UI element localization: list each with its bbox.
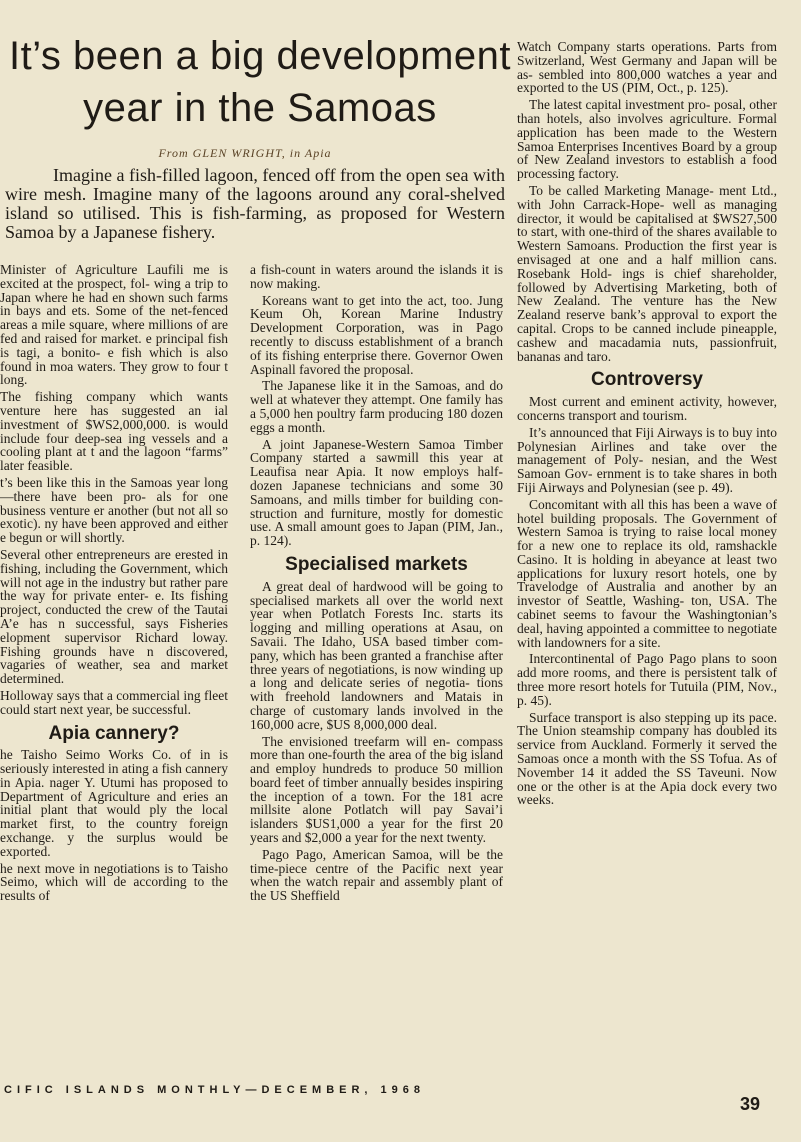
title-line-2: year in the Samoas [83,86,437,130]
page-number: 39 [740,1094,761,1114]
paragraph: he Taisho Seimo Works Co. of in is seriously interested in ating a fish cannery in Apia. nager Y. Utumi has proposed to Department of Agriculture and eries an initial plant that would ply the local market first, to the country foreign exchange. y the surplus would be exported. [0,747,228,859]
section-heading: Specialised markets [285,553,468,575]
intro-paragraph: Imagine a fish-filled lagoon, fenced off from the open sea with wire mesh. Imagine many of the lagoons around any coral-shelved island so utilised. This is fish-farming, as proposed for Western Samoa by a Japanese fishery. [5,165,506,242]
column-2 [250,263,503,906]
paragraph: a fish-count in waters around the islands it is now making. [250,262,503,291]
paragraph: Minister of Agriculture Laufili me is excited at the prospect, fol- wing a trip to Japan where he had en shown such farms in bays and ets. Some of the net-fenced areas a mile square, where millions of are fed and raised for market. e principal fish is tagi, a bonito- e fish which is also found in moa waters. They grow to four t long. [0,262,228,388]
column-3 [517,40,777,810]
paragraph: A great deal of hardwood will be going to specialised markets all over the world next year when Potlatch Forests Inc. starts its logging and milling operations at Asau, on Savaii. The Idaho, USA based timber com- pany, which has been granted a franchise after three years of negotiations, is now winding up a long and delicate series of negotia- tions with freehold landowners and Matais in charge of customary lands involved in the 160,000 acre, $US 8,000,000 deal. [250,578,503,732]
paragraph: Concomitant with all this has been a wave of hotel building proposals. The Government of Western Samoa is trying to raise local money for a new one to replace its old, ramshackle Casino. It is holding in abeyance at least two applications for luxury resort hotels, one by Travelodge of Australia and another by an investor of Seattle, Washing- ton, USA. The cabinet seems to favour the Washingtonian’s deal, having appointed a committee to negotiate with landowners for a site. [517,496,777,650]
paragraph: he next move in negotiations is to Taisho Seimo, which will de according to the results of [0,860,228,904]
paragraph: The Japanese like it in the Samoas, and do well at whatever they attempt. One family has a 5,000 hen poultry farm producing 180 dozen eggs a month. [250,378,503,435]
paragraph: Most current and eminent activity, however, concerns transport and tourism. [517,394,777,423]
paragraph: Intercontinental of Pago Pago plans to soon add more rooms, and there is persistent talk of three more resort hotels for Tutuila (PIM, Nov., p. 45). [517,651,777,708]
paragraph: The latest capital investment pro- posal, other than hotels, also involves agriculture. Formal application has been made to the Western Samoa Enterprises Incentives Board by a group of New Zealand investors to establish a food processing factory. [517,97,777,182]
paragraph: To be called Marketing Manage- ment Ltd., with John Carrack-Hope- well as managing director, it would be capitalised at $WS27,500 to start, with one-third of the shares available to Western Samoans. Production the first year is envisaged at one and a half million cans. Rosebank Hold- ings is chief shareholder, followed by Advertising Marketing, both of New Zealand. The venture has the New Zealand reserve bank’s approval to export the capital. Crops to be canned include pineapple, cashew and macadamia nuts, passionfruit, bananas and taro. [517,182,777,364]
paragraph: Surface transport is also stepping up its pace. The Union steamship company has doubled its service from Auckland. Formerly it served the Samoas once a month with the SS Tofua. As of November 14 it added the SS Taveuni. Now one or the other is at the Apia dock every two weeks. [517,709,777,808]
paragraph: Holloway says that a commercial ing fleet could start next year, be successful. [0,687,228,717]
intro [5,166,505,242]
paragraph: The fishing company which wants venture here has suggested an ial investment of $WS2,000,000. is would include four deep-sea ing vessels and a cooling plant at t and the lagoon “farms” later feasible. [0,389,228,474]
paragraph: t’s been like this in the Samoas year long—there have been pro- als for one business venture er another (but not all so exotic). ny have been approved and either e begun or will shortly. [0,474,228,546]
paragraph: It’s announced that Fiji Airways is to buy into Polynesian Airlines and take over the management of Poly- nesian, and the West Samoan Gov- ernment is to take shares in both Fiji Airways and Polynesian (see p. 49). [517,424,777,495]
section-heading: Apia cannery? [48,722,180,744]
running-footer: CIFIC ISLANDS MONTHLY—DECEMBER, 1968 [4,1084,426,1096]
paragraph: Watch Company starts operations. Parts from Switzerland, West Germany and Japan will be as- sembled into 800,000 watches a year and exported to the US (PIM, Oct., p. 125). [517,39,777,96]
title-line-1: It’s been a big development [9,34,511,78]
paragraph: A joint Japanese-Western Samoa Timber Company started a sawmill this year at Leaufisa near Apia. It now employs half-dozen Japanese technicians and some 30 Samoans, and mills timber for building con- struction and furniture, mostly for domestic use. A small amount goes to Japan (PIM, Jan., p. 124). [250,436,503,549]
paragraph: Several other entrepreneurs are erested in fishing, including the Government, which will not age in the industry but rather pare the way for private enter- e. Its fishing project, conducted the crew of the Tautai A’e has n successful, says Fisheries elopment supervisor Richard loway. Fishing grounds have n discovered, vagaries of weather, sea and market determined. [0,546,228,687]
paragraph: Koreans want to get into the act, too. Jung Keum Oh, Korean Marine Industry Development Corporation, was in Pago recently to discuss establishment of a branch of its fishing enterprise there. Governor Owen Aspinall favored the proposal. [250,292,503,377]
column-1 [0,263,228,906]
paragraph: Pago Pago, American Samoa, will be the time-piece centre of the Pacific next year when the watch repair and assembly plant of the US Sheffield [250,846,503,904]
paragraph: The envisioned treefarm will en- compass more than one-fourth the area of the big island and employ hundreds to produce 50 million board feet of timber annually besides inspiring the inception of a town. For the 181 acre millsite alone Potlatch will pay Savai’i islanders $US1,000 a year for the first 20 years and $2,000 a year for the next twenty. [250,733,503,846]
section-heading: Controversy [591,369,703,391]
article-title [0,30,520,134]
byline: From GLEN WRIGHT, in Apia [158,146,332,160]
